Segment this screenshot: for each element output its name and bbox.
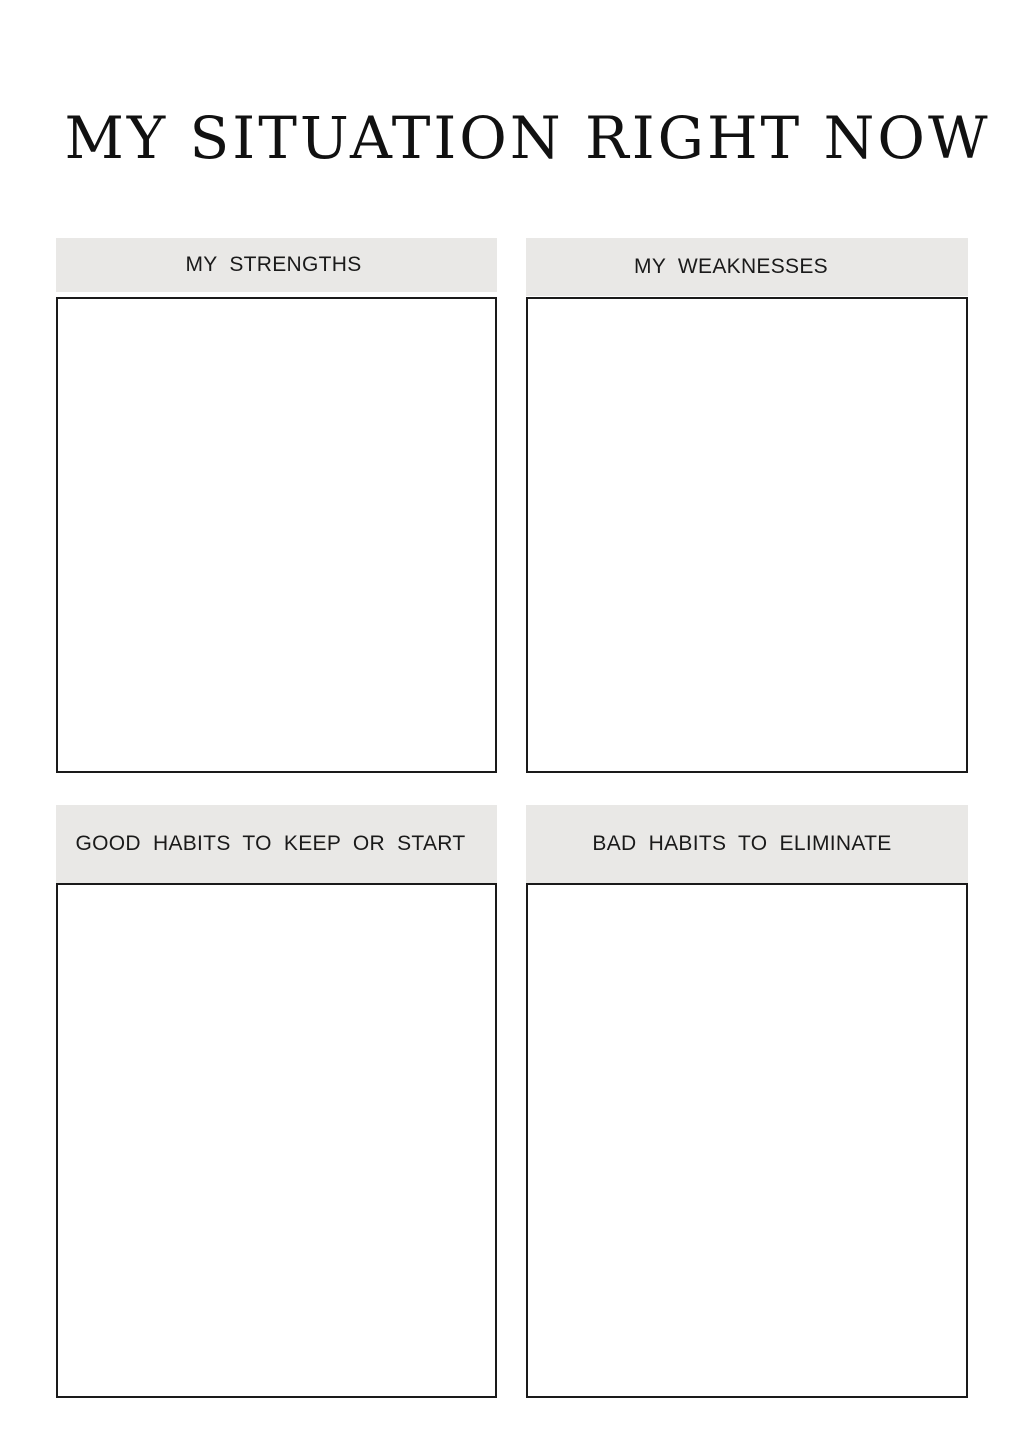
- good-habits-section: [56, 805, 497, 1398]
- strengths-header: [56, 238, 497, 292]
- page-title: MY SITUATION RIGHT NOW: [64, 104, 991, 172]
- good-habits-header: [56, 805, 497, 883]
- weaknesses-label: MY WEAKNESSES: [634, 255, 828, 278]
- good-habits-writing-box[interactable]: [56, 883, 497, 1398]
- strengths-label: MY STRENGTHS: [185, 253, 362, 276]
- bad-habits-section: [526, 805, 968, 1398]
- weaknesses-header: [526, 238, 968, 296]
- bad-habits-writing-box[interactable]: [526, 883, 968, 1398]
- good-habits-label: GOOD HABITS TO KEEP OR START: [75, 832, 466, 855]
- weaknesses-section: [526, 238, 968, 773]
- strengths-section: [56, 238, 497, 773]
- bad-habits-header: [526, 805, 968, 883]
- strengths-writing-box[interactable]: [56, 297, 497, 773]
- weaknesses-writing-box[interactable]: [526, 297, 968, 773]
- bad-habits-label: BAD HABITS TO ELIMINATE: [592, 832, 892, 855]
